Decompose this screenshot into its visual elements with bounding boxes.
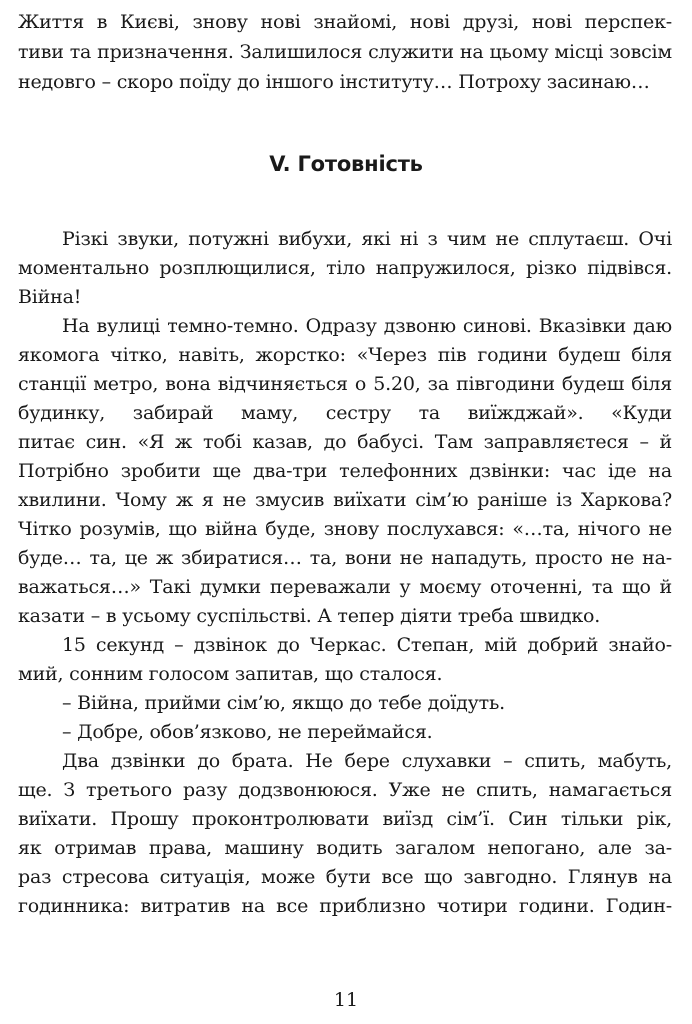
paragraph-line: 15 секунд – дзвінок до Черкас. Степан, мій добрий знайо- — [62, 634, 672, 656]
paragraph-line: буде… та, це ж збиратися… та, вони не нападуть, просто не на- — [18, 547, 672, 569]
dialogue-line: – Добре, обов’язково, не переймайся. — [62, 721, 433, 743]
paragraph-line: Чітко розумів, що війна буде, знову послухався: «…та, нічого не — [18, 518, 672, 540]
paragraph-line: Два дзвінки до брата. Не бере слухавки – спить, мабуть, — [62, 750, 672, 772]
paragraph-line: виїхати. Прошу проконтролювати виїзд сім’ї. Син тільки рік, — [18, 808, 672, 830]
paragraph-line: казати – в усьому суспільстві. А тепер діяти треба швидко. — [18, 605, 601, 627]
paragraph-line: важаться…» Такі думки переважали у моєму оточенні, та що й — [18, 576, 672, 598]
paragraph-line: ще. З третього разу додзвонююся. Уже не спить, намагається — [18, 779, 672, 801]
paragraph-line: раз стресова ситуація, може бути все що завгодно. Глянув на — [18, 866, 672, 888]
intro-line: тиви та призначення. Залишилося служити на цьому місці зовсім — [18, 41, 672, 63]
paragraph-line: На вулиці темно-темно. Одразу дзвоню синові. Вказівки даю — [62, 315, 672, 337]
paragraph-line: станції метро, вона відчиняється о 5.20, за півгодини будеш біля — [18, 373, 672, 395]
paragraph-line: як отримав права, машину водить загалом непогано, але за- — [18, 837, 672, 859]
paragraph-line: моментально розплющилися, тіло напружилося, різко підвівся. — [18, 257, 672, 279]
paragraph-line: Різкі звуки, потужні вибухи, які ні з чим не сплутаєш. Очі — [62, 228, 672, 250]
paragraph-line: якомога чітко, навіть, жорстко: «Через пів години будеш біля — [18, 344, 672, 366]
paragraph-line: хвилини. Чому ж я не змусив виїхати сім’ю раніше із Харкова? — [18, 489, 672, 511]
paragraph-line: годинника: витратив на все приблизно чотири години. Годин- — [18, 895, 672, 917]
dialogue-line: – Війна, прийми сім’ю, якщо до тебе доїдуть. — [62, 692, 505, 714]
intro-line: недовго – скоро поїду до іншого інституту… Потроху засинаю… — [18, 71, 650, 93]
paragraph-line: будинку, забирай маму, сестру та виїжджай». «Куди — [18, 402, 672, 424]
paragraph-line: Потрібно зробити ще два-три телефонних дзвінки: час іде на — [18, 460, 672, 482]
intro-line: Життя в Києві, знову нові знайомі, нові друзі, нові перспек- — [18, 11, 672, 33]
chapter-heading: V. Готовність — [269, 152, 423, 176]
page-number: 11 — [333, 989, 359, 1011]
paragraph-line: Війна! — [18, 286, 82, 308]
paragraph-line: питає син. «Я ж тобі казав, до бабусі. Там заправляєтеся – й — [18, 431, 672, 453]
paragraph-line: мий, сонним голосом запитав, що сталося. — [18, 663, 443, 685]
